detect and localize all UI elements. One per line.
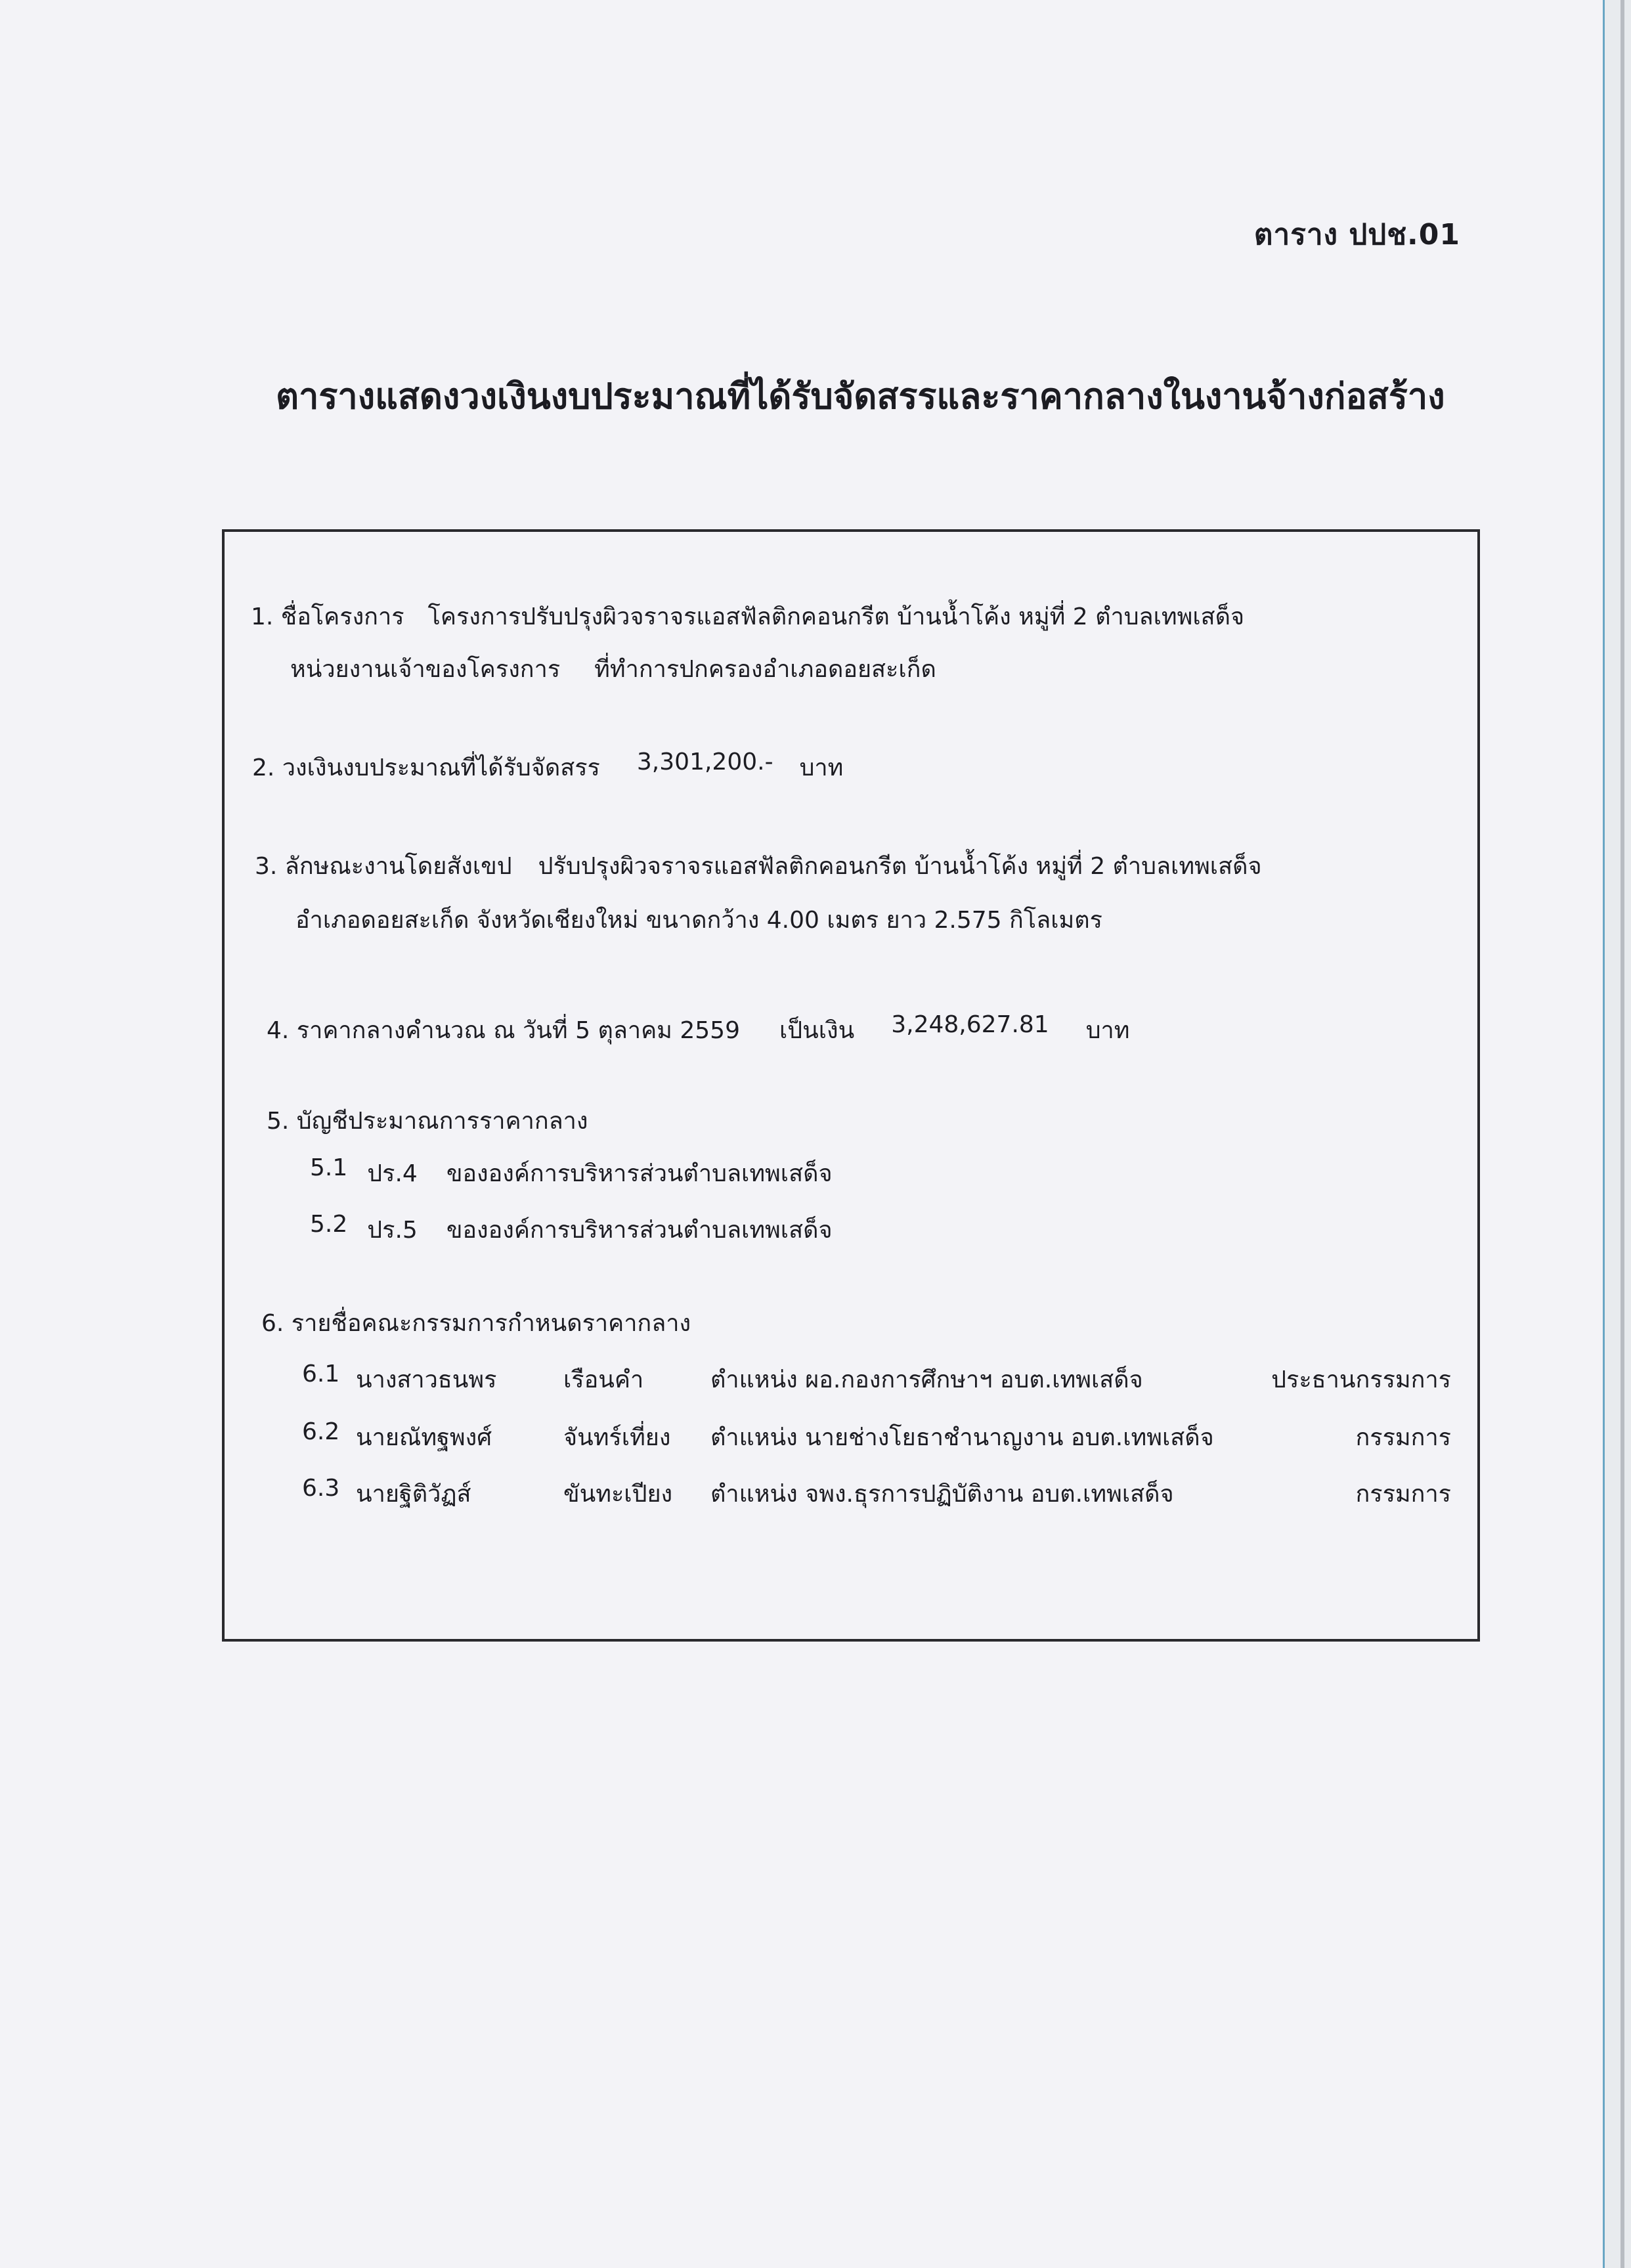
info-box — [222, 529, 1480, 1642]
committee-role: กรรมการ — [1355, 1481, 1451, 1508]
committee-position: ตำแหน่ง นายช่างโยธาชำนาญงาน อบต.เทพเสด็จ — [710, 1424, 1214, 1451]
section-3-row-2 — [295, 901, 1102, 938]
list-item — [310, 1154, 833, 1192]
item-text: ขององค์การบริหารส่วนตำบลเทพเสด็จ — [446, 1217, 833, 1244]
section-2-row — [252, 749, 843, 786]
section-6-label: 6. รายชื่อคณะกรรมการกำหนดราคากลาง — [261, 1310, 691, 1337]
committee-number: 6.2 — [302, 1418, 340, 1445]
median-price-label: เป็นเงิน — [779, 1017, 855, 1044]
work-description-line-1: ปรับปรุงผิวจราจรแอสฟัลติกคอนกรีต บ้านน้ำโค้ง หมู่ที่ 2 ตำบลเทพเสด็จ — [538, 853, 1262, 880]
item-code: ปร.5 — [367, 1217, 418, 1244]
page-binding-edge — [1620, 0, 1624, 2268]
item-number: 5.2 — [310, 1211, 348, 1238]
section-2-label: 2. วงเงินงบประมาณที่ได้รับจัดสรร — [252, 754, 600, 781]
page-title: ตารางแสดงวงเงินงบประมาณที่ได้รับจัดสรรและราคากลางในงานจ้างก่อสร้าง — [276, 376, 1445, 417]
item-number: 5.1 — [310, 1154, 348, 1181]
committee-role: กรรมการ — [1355, 1424, 1451, 1451]
committee-position: ตำแหน่ง ผอ.กองการศึกษาฯ อบต.เทพเสด็จ — [710, 1366, 1143, 1393]
section-6-row — [261, 1304, 691, 1341]
section-4-label: 4. ราคากลางคำนวณ ณ วันที่ 5 ตุลาคม 2559 — [267, 1017, 740, 1044]
list-item — [310, 1211, 833, 1248]
section-1-owner-row — [290, 650, 936, 687]
project-name: โครงการปรับปรุงผิวจราจรแอสฟัลติกคอนกรีต บ้านน้ำโค้ง หมู่ที่ 2 ตำบลเทพเสด็จ — [427, 603, 1245, 630]
committee-number: 6.1 — [302, 1361, 340, 1387]
section-3-label: 3. ลักษณะงานโดยสังเขป — [255, 853, 512, 880]
committee-surname: ขันทะเปียง — [563, 1481, 673, 1508]
committee-name: นางสาวธนพร — [356, 1366, 497, 1393]
median-price-unit: บาท — [1085, 1017, 1130, 1044]
owner-value: ที่ทำการปกครองอำเภอดอยสะเก็ด — [594, 656, 936, 683]
work-description-line-2: อำเภอดอยสะเก็ด จังหวัดเชียงใหม่ ขนาดกว้าง 4.00 เมตร ยาว 2.575 กิโลเมตร — [295, 907, 1102, 934]
committee-number: 6.3 — [302, 1475, 340, 1502]
section-1-label: 1. ชื่อโครงการ — [251, 603, 404, 630]
budget-amount: 3,301,200.- — [636, 749, 773, 775]
budget-unit: บาท — [799, 754, 844, 781]
item-code: ปร.4 — [367, 1160, 418, 1187]
section-4-row — [267, 1011, 1130, 1049]
section-3-row — [255, 847, 1262, 884]
committee-position: ตำแหน่ง จพง.ธุรการปฏิบัติงาน อบต.เทพเสด็จ — [710, 1481, 1174, 1508]
item-text: ขององค์การบริหารส่วนตำบลเทพเสด็จ — [446, 1160, 833, 1187]
committee-role: ประธานกรรมการ — [1271, 1366, 1451, 1393]
owner-label: หน่วยงานเจ้าของโครงการ — [290, 656, 561, 683]
page-edge — [1603, 0, 1631, 2268]
section-5-row — [267, 1102, 588, 1139]
form-code: ตาราง ปปช.01 — [1253, 218, 1460, 251]
section-5-label: 5. บัญชีประมาณการราคากลาง — [267, 1108, 588, 1135]
committee-name: นายณัทฐพงศ์ — [356, 1424, 492, 1451]
committee-name: นายฐิติวัฏส์ — [356, 1481, 471, 1508]
section-1-row — [251, 598, 1244, 635]
median-price-amount: 3,248,627.81 — [891, 1011, 1049, 1038]
committee-surname: จันทร์เที่ยง — [563, 1424, 671, 1451]
committee-surname: เรือนคำ — [563, 1366, 644, 1393]
